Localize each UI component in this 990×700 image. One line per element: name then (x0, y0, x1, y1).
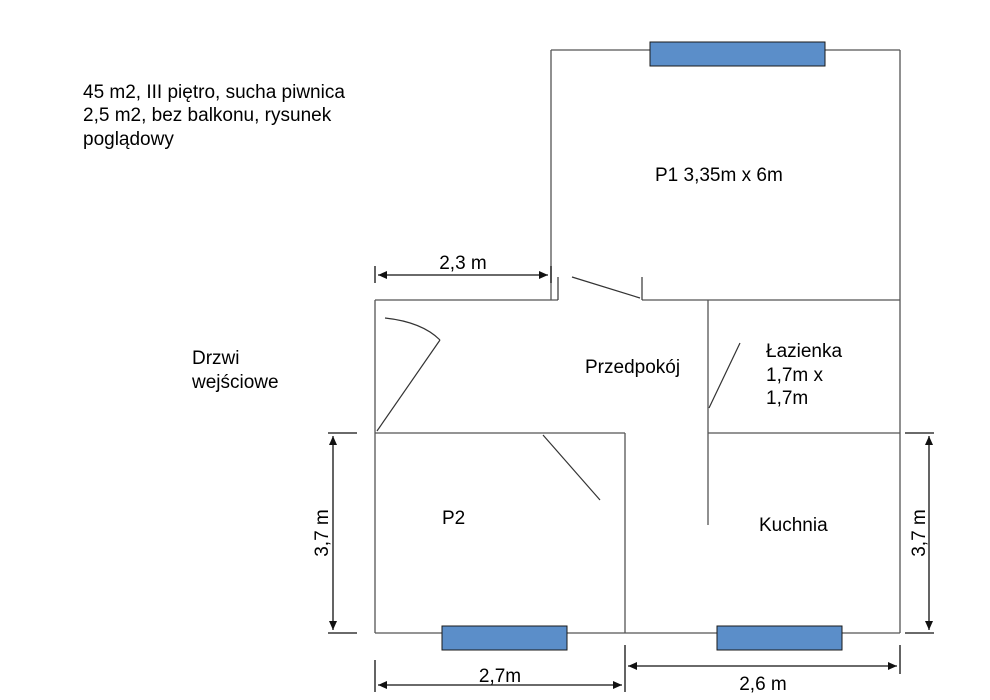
entrance-label-1: Drzwi (192, 348, 240, 369)
dimension-top-left (375, 253, 551, 283)
window-kuchnia (717, 626, 842, 650)
room-label-p1: P1 3,35m x 6m (655, 165, 783, 186)
doors (377, 277, 740, 500)
dimension-right-height (905, 433, 934, 633)
window-p2 (442, 626, 567, 650)
room-label-przedpokoj: Przedpokój (585, 357, 681, 378)
description-line-2: 2,5 m2, bez balkonu, rysunek (83, 105, 332, 126)
dimension-label-top-left: 2,3 m (439, 253, 487, 274)
dimension-bottom-left (375, 645, 625, 692)
room-label-lazienka-1: Łazienka (766, 341, 843, 362)
room-label-p2: P2 (442, 508, 466, 529)
room-label-kuchnia: Kuchnia (759, 515, 828, 536)
dimension-label-bottom-right: 2,6 m (739, 674, 787, 695)
lazienka-door-leaf (709, 343, 740, 408)
room-label-lazienka-2: 1,7m x (766, 365, 824, 386)
dimension-label-right-height: 3,7 m (909, 509, 930, 557)
entrance-door-leaf (377, 340, 440, 431)
dimension-label-left-height: 3,7 m (312, 509, 333, 557)
window-p1 (650, 42, 825, 66)
description-line-3: poglądowy (83, 129, 174, 150)
room-label-lazienka-3: 1,7m (766, 388, 809, 409)
dimension-left-height (312, 433, 357, 633)
dimension-bottom-right (628, 645, 900, 695)
p2-door-leaf (543, 435, 600, 500)
entrance-label-2: wejściowe (192, 372, 279, 393)
entrance-door-swing (385, 318, 440, 340)
dimension-label-bottom-left: 2,7m (478, 666, 522, 687)
p1-door-leaf (572, 277, 640, 298)
description-line-1: 45 m2, III piętro, sucha piwnica (83, 82, 345, 103)
